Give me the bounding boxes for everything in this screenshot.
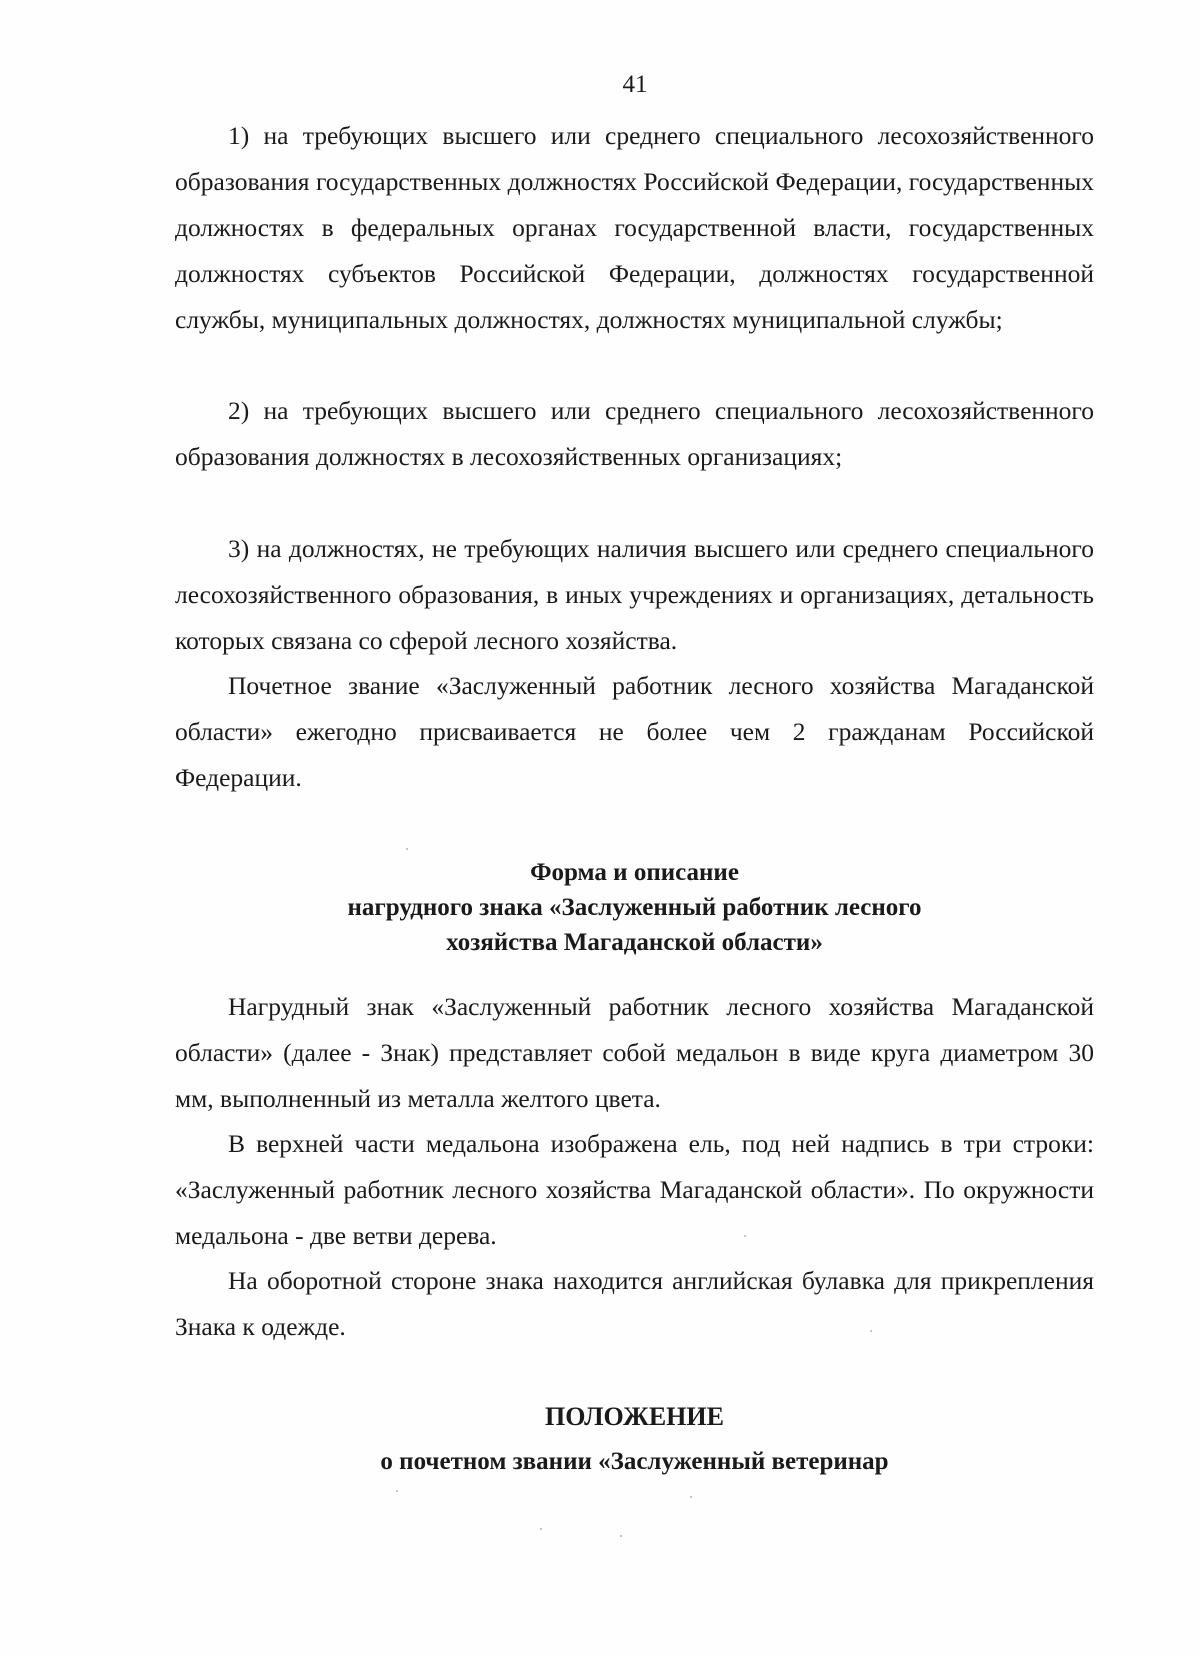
scan-speck	[870, 1330, 872, 1332]
scan-speck	[620, 1535, 622, 1537]
scan-speck	[744, 1235, 746, 1237]
medallion-design-paragraph: В верхней части медальона изображена ель, под ней надпись в три строки: «Заслуженный работник лесного хозяйства Магаданской области». По окружности медальона - две ветви дерева.	[175, 1129, 1094, 1250]
page-number: 41	[622, 71, 648, 98]
regulation-title: ПОЛОЖЕНИЕ	[545, 1402, 724, 1431]
section-heading-line-3: хозяйства Магаданской области»	[446, 929, 823, 956]
scan-speck	[406, 848, 408, 850]
list-item-2: 2) на требующих высшего или среднего специального лесохозяйственного образования должностях в лесохозяйственных организациях;	[175, 396, 1094, 471]
badge-description-paragraph: Нагрудный знак «Заслуженный работник лесного хозяйства Магаданской области» (далее - Знак) представляет собой медальон в виде круга диаметром 30 мм, выполненный из металла желтого цвета.	[175, 992, 1094, 1113]
section-heading	[175, 855, 1094, 960]
list-item-3: 3) на должностях, не требующих наличия высшего или среднего специального лесохозяйственного образования, в иных учреждениях и организациях, детальность которых связана со сферой лесного хозяйства.	[175, 534, 1094, 655]
regulation-subtitle: о почетном звании «Заслуженный ветеринар	[380, 1448, 889, 1475]
scan-speck	[690, 1496, 692, 1498]
section-heading-line-2: нагрудного знака «Заслуженный работник лесного	[347, 894, 922, 921]
list-item-1: 1) на требующих высшего или среднего специального лесохозяйственного образования государственных должностях Российской Федерации, государственных должностях в федеральных органах государственной власти, государственных должностях субъектов Российской Федерации, должностях государственной службы, муниципальных должностях, должностях муниципальной службы;	[175, 121, 1094, 334]
pin-attachment-paragraph: На оборотной стороне знака находится английская булавка для прикрепления Знака к одежде.	[175, 1266, 1094, 1341]
section-heading-line-1: Форма и описание	[530, 859, 739, 886]
honorary-title-paragraph: Почетное звание «Заслуженный работник лесного хозяйства Магаданской области» ежегодно присваивается не более чем 2 гражданам Российской Федерации.	[175, 671, 1094, 792]
scan-speck	[396, 1490, 398, 1492]
scan-speck	[540, 1528, 542, 1530]
